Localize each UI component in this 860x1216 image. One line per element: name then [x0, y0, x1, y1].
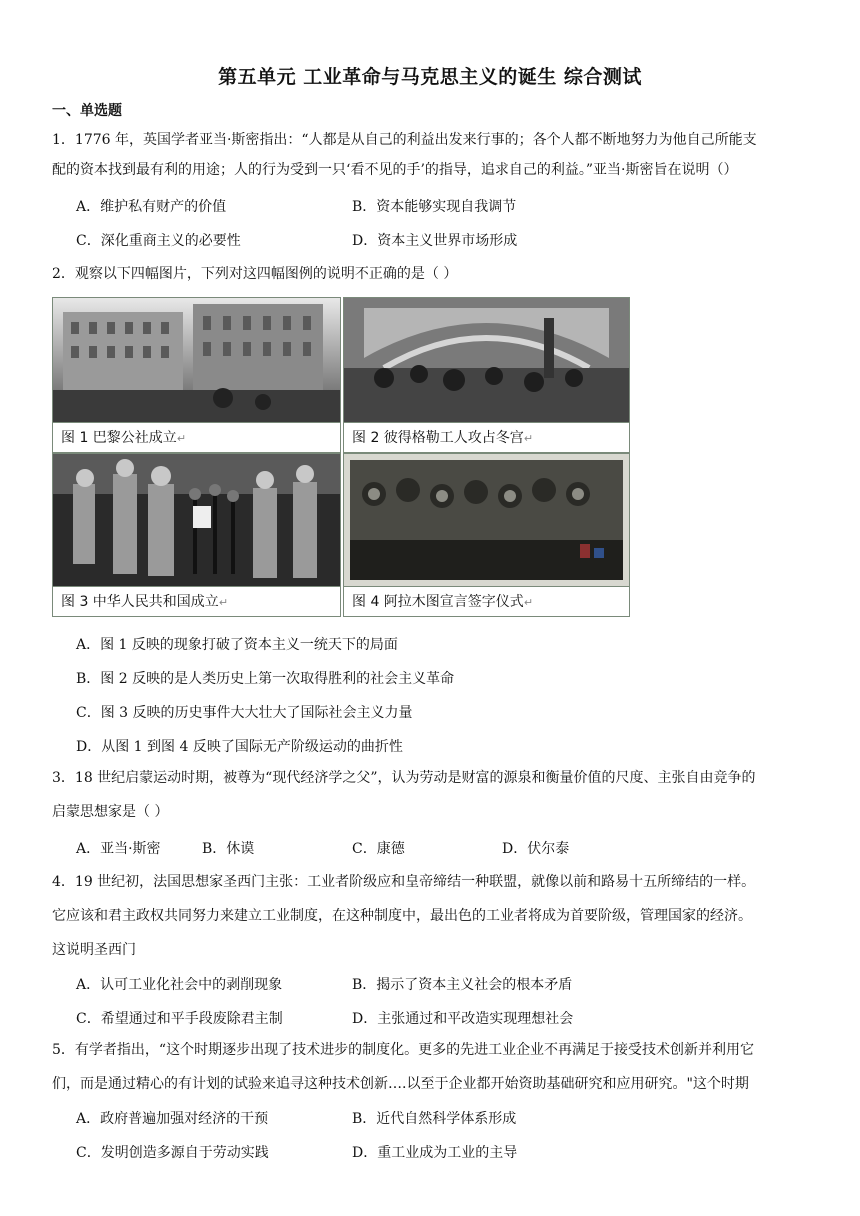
question-4-option-d[interactable]: D．主张通过和平改造实现理想社会 [352, 1011, 574, 1027]
question-2-option-d[interactable]: D．从图 1 到图 4 反映了国际无产阶级运动的曲折性 [76, 739, 403, 755]
figure-3-caption: 图 3 中华人民共和国成立↵ [53, 586, 340, 616]
question-5-option-d[interactable]: D．重工业成为工业的主导 [352, 1145, 518, 1161]
figure-1 [52, 297, 341, 453]
question-3-line-2: 启蒙思想家是（ ） [52, 804, 169, 820]
figure-4-caption: 图 4 阿拉木图宣言签字仪式↵ [344, 586, 629, 616]
question-4-line-1: 4．19 世纪初，法国思想家圣西门主张：工业者阶级应和皇帝缔结一种联盟，就像以前和路易十五所缔结的一样。 [52, 874, 756, 890]
section-single-choice: 一、单选题 [52, 103, 122, 119]
figure-2-caption: 图 2 彼得格勒工人攻占冬宫↵ [344, 422, 629, 452]
question-4-option-b[interactable]: B．揭示了资本主义社会的根本矛盾 [352, 977, 573, 993]
question-1-option-c[interactable]: C．深化重商主义的必要性 [76, 233, 241, 249]
question-2-option-b[interactable]: B．图 2 反映的是人类历史上第一次取得胜利的社会主义革命 [76, 671, 455, 687]
question-4-option-a[interactable]: A．认可工业化社会中的剥削现象 [76, 977, 283, 993]
question-4-line-3: 这说明圣西门 [52, 942, 136, 958]
figure-1-caption: 图 1 巴黎公社成立↵ [53, 422, 340, 452]
question-1-line-2: 配的资本找到最有利的用途；人的行为受到一只‘看不见的手’的指导，追求自己的利益。”亚当·斯密旨在说明（） [52, 162, 738, 178]
question-3-option-d[interactable]: D．伏尔泰 [502, 841, 570, 857]
question-1-line-1: 1．1776 年，英国学者亚当·斯密指出：“人都是从自己的利益出发来行事的；各个人都不断地努力为他自己所能支 [52, 132, 757, 148]
figure-grid [52, 297, 630, 617]
question-4-line-2: 它应该和君主政权共同努力来建立工业制度，在这种制度中，最出色的工业者将成为首要阶级，管理国家的经济。 [52, 908, 752, 924]
question-3-line-1: 3．18 世纪启蒙运动时期，被尊为“现代经济学之父”，认为劳动是财富的源泉和衡量价值的尺度、主张自由竞争的 [52, 770, 756, 786]
question-5-option-b[interactable]: B．近代自然科学体系形成 [352, 1111, 517, 1127]
question-1-option-d[interactable]: D．资本主义世界市场形成 [352, 233, 518, 249]
question-1-option-b[interactable]: B．资本能够实现自我调节 [352, 199, 517, 215]
figure-1-photo [53, 298, 340, 422]
question-4-option-c[interactable]: C．希望通过和平手段废除君主制 [76, 1011, 283, 1027]
question-2-line-1: 2．观察以下四幅图片，下列对这四幅图例的说明不正确的是（ ） [52, 266, 458, 282]
question-2-option-a[interactable]: A．图 1 反映的现象打破了资本主义一统天下的局面 [76, 637, 398, 653]
document-title: 第五单元 工业革命与马克思主义的诞生 综合测试 [218, 66, 642, 88]
question-1-option-a[interactable]: A．维护私有财产的价值 [76, 199, 227, 215]
figure-2-photo [344, 298, 629, 422]
figure-3 [52, 453, 341, 617]
question-5-line-2: 们，而是通过精心的有计划的试验来追寻这种技术创新….以至于企业都开始资助基础研究和应用研究。"这个时期 [52, 1076, 749, 1092]
question-5-line-1: 5．有学者指出，“这个时期逐步出现了技术进步的制度化。更多的先进工业企业不再满足于接受技术创新并利用它 [52, 1042, 755, 1058]
question-5-option-a[interactable]: A．政府普遍加强对经济的干预 [76, 1111, 269, 1127]
figure-2 [343, 297, 630, 453]
question-2-option-c[interactable]: C．图 3 反映的历史事件大大壮大了国际社会主义力量 [76, 705, 413, 721]
figure-4-photo [344, 454, 629, 586]
question-3-option-b[interactable]: B．休谟 [202, 841, 255, 857]
figure-3-photo [53, 454, 340, 586]
figure-4 [343, 453, 630, 617]
question-3-option-c[interactable]: C．康德 [352, 841, 405, 857]
question-5-option-c[interactable]: C．发明创造多源自于劳动实践 [76, 1145, 269, 1161]
question-3-option-a[interactable]: A．亚当·斯密 [76, 841, 161, 857]
